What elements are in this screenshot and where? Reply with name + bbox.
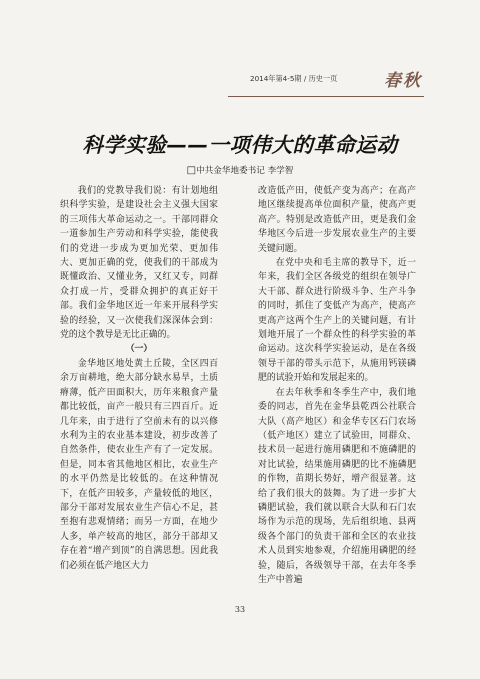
right-column <box>258 184 416 587</box>
author-box-icon: □ <box>186 165 197 176</box>
left-column <box>60 184 218 573</box>
paragraph: 金华地区地处黄土丘陵，全区四百余万亩耕地，绝大部分缺水易旱，土质瘠薄，低产田面积大，历年来粮食产量都比较低，亩产一般只有三四百斤。近几年来，由于进行了空前未有的以兴修水利为主的农业基本建设，初步改善了自然条件，使农业生产有了一定发展。但是，同本省其他地区相比，农业生产的水平仍然是比较低的。在这种情况下，在低产田较多，产量较低的地区，部分干部对发展农业生产信心不足，甚至抱有悲观情绪；而另一方面，在地少人多，单产较高的地区，部分干部却又存在着“增产到顶”的自满思想。因此我们必须在低产地区大力 <box>60 358 218 571</box>
author-name: 中共金华地委书记 李学智 <box>196 166 294 176</box>
paragraph: 我们的党教导我们说：有计划地组织科学实验，是建设社会主义强大国家的三项伟大革命运动之一。干部同群众一道参加生产劳动和科学实验，能使我们的党进一步成为更加光荣、更加伟大、更加正确的党，使我们的干部成为既懂政治、又懂业务，又红又专，同群众打成一片，受群众拥护的真正好干部。我们金华地区近一年来开展科学实验的经验，又一次使我们深深体会到：党的这个教导是无比正确的。 <box>60 186 218 341</box>
header-divider <box>228 96 424 97</box>
paragraph: 改造低产田，使低产变为高产；在高产地区继续提高单位面积产量，使高产更高产。特别是改造低产田，更是我们金华地区今后进一步发展农业生产的主要关键问题。 <box>258 186 416 254</box>
article-title: 科学实验——一项伟大的革命运动 <box>82 133 398 157</box>
paragraph: 在去年秋季和冬季生产中，我们地委的同志，首先在金华县乾西公社联合大队（高产地区）和金华专区石门农场（低产地区）建立了试验田，同群众、技术员一起进行施用磷肥和不施磷肥的对比试验，结果施用磷肥的比不施磷肥的作物，苗期长势好，增产很显著。这给了我们很大的鼓舞。为了进一步扩大磷肥试验，我们就以联合大队和石门农场作为示范的现场，先后组织地、县两级各个部门的负责干部和全区的农业技术人员到实地参观，介绍施用磷肥的经验，随后，各级领导干部，在去年冬季生产中普遍 <box>258 387 416 585</box>
journal-logo: 春秋 <box>384 71 422 91</box>
running-header <box>250 64 424 92</box>
paragraph: 在党中央和毛主席的教导下，近一年来，我们全区各级党的组织在领导广大干部、群众进行阶级斗争、生产斗争的同时，抓住了变低产为高产，使高产更高产这两个生产上的关键问题，有计划地开展了一个群众性的科学实验的革命运动。这次科学实验运动，是在各级领导干部的带头示范下，从施用钙镁磷肥的试验开始和发展起来的。 <box>258 258 416 384</box>
page-number: 33 <box>234 605 246 614</box>
issue-label: 2014年第4-5期 / 历史一页 <box>250 74 338 83</box>
author-line <box>56 164 424 176</box>
section-heading: （一） <box>125 344 153 355</box>
